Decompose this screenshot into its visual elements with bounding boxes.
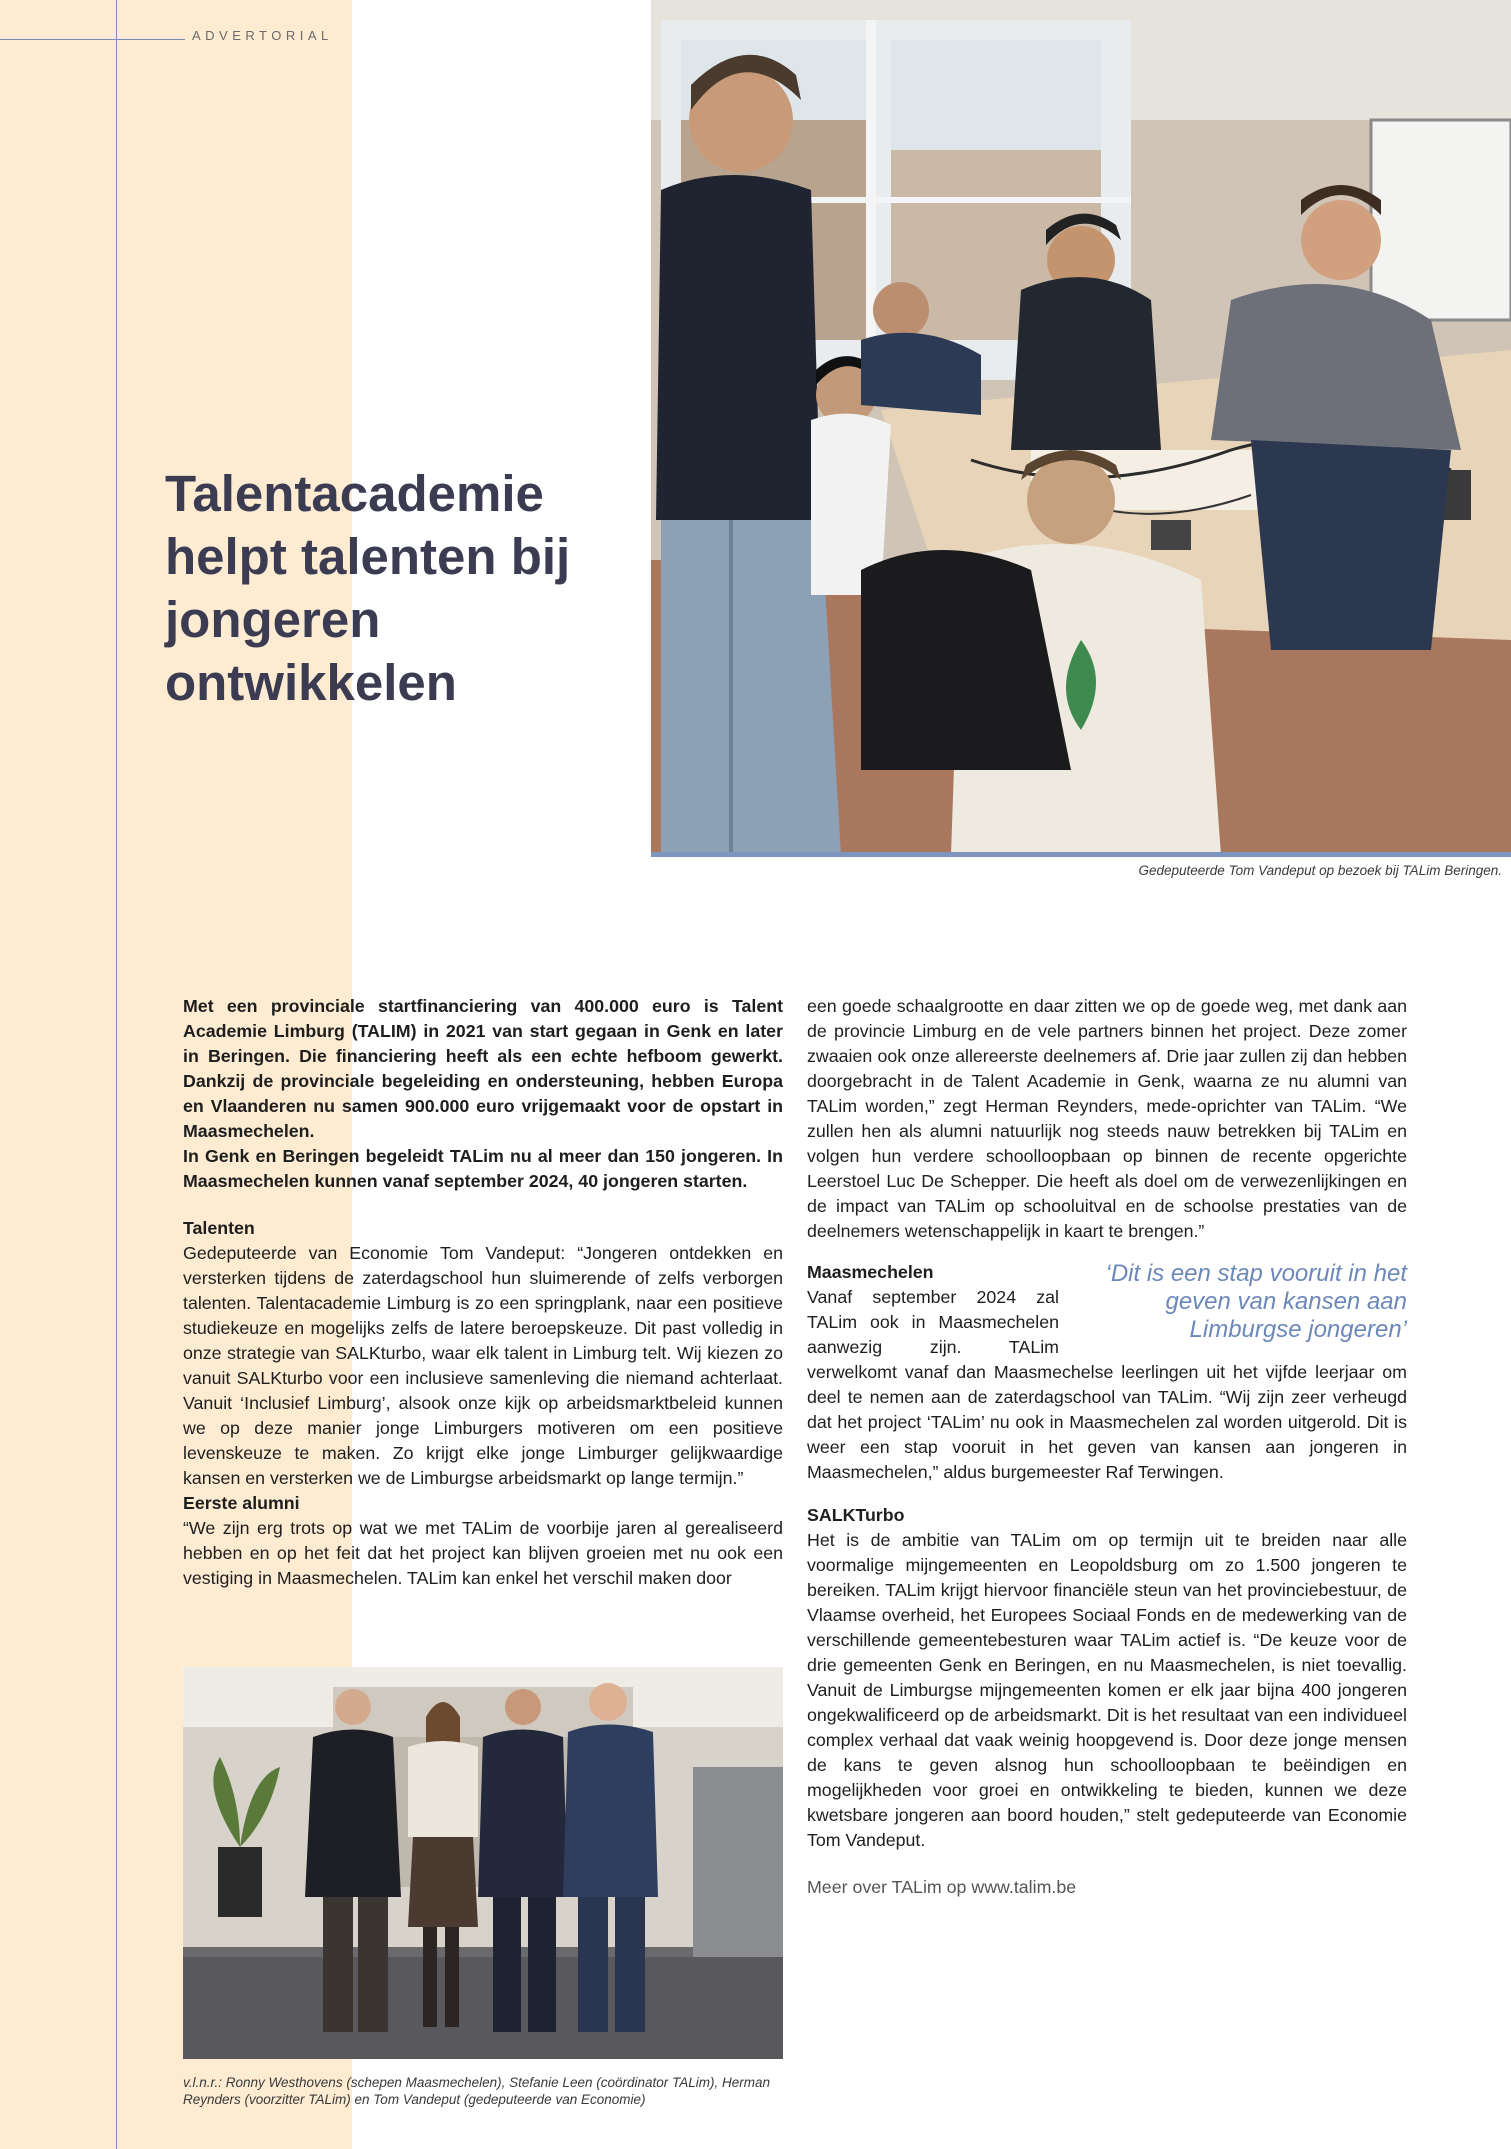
alumni-text-part1: “We zijn erg trots op wat we met TALim de voorbije jaren al gerealiseerd hebben en op het feit dat het project kan blijven groeien met nu ook een vestiging in Maasmechelen. TALim kan enkel het verschil maken door bbox=[183, 1518, 783, 1588]
intro-paragraph-1: Met een provinciale startfinanciering van 400.000 euro is Talent Academie Limburg (TALIM) in 2021 van start gegaan in Genk en later in Beringen. Die financiering heeft als een echte hefboom gewerkt. Dankzij de provinciale begeleiding en ondersteuning, hebben Europa en Vlaanderen nu samen 900.000 euro vrijgemaakt voor de opstart in Maasmechelen. bbox=[183, 996, 783, 1141]
section-heading-eerste-alumni: Eerste alumni bbox=[183, 1493, 300, 1513]
pull-quote: ‘Dit is een stap vooruit in het geven van kansen aan Limburgse jongeren’ bbox=[1105, 1260, 1407, 1343]
intro-paragraph-2: In Genk en Beringen begeleidt TALim nu al meer dan 150 jongeren. In Maasmechelen kunnen vanaf september 2024, 40 jongeren starten. bbox=[183, 1146, 783, 1191]
section-heading-talenten: Talenten bbox=[183, 1218, 255, 1238]
section-heading-maasmechelen: Maasmechelen bbox=[807, 1262, 934, 1282]
article-column-left bbox=[183, 994, 783, 1591]
section-heading-salkturbo: SALKTurbo bbox=[807, 1505, 905, 1525]
more-info-link[interactable]: Meer over TALim op www.talim.be bbox=[807, 1877, 1077, 1897]
group-photo-caption: v.l.n.r.: Ronny Westhovens (schepen Maasmechelen), Stefanie Leen (coördinator TALim), Herman Reynders (voorzitter TALim) en Tom Vandeput (gedeputeerde van Economie) bbox=[183, 2075, 771, 2107]
photo-caption: Gedeputeerde Tom Vandeput op bezoek bij TALim Beringen. bbox=[1138, 863, 1502, 878]
group-photo-illustration bbox=[183, 1667, 783, 2059]
advertorial-label: ADVERTORIAL bbox=[192, 28, 333, 43]
maasmechelen-text: Vanaf september 2024 zal TALim ook in Maasmechelen aanwezig zijn. TALim verwelkomt vanaf dan Maasmechelse leerlingen uit het vijfde leerjaar om deel te nemen aan de zaterdagschool van TALim. “Wij zijn zeer verheugd dat het project ‘TALim’ nu ook in Maasmechelen zal worden uitgerold. Dit is weer een stap vooruit in het geven van kansen aan jongeren in Maasmechelen,” aldus burgemeester Raf Terwingen. bbox=[807, 1287, 1407, 1482]
margin-rule bbox=[116, 0, 117, 2149]
alumni-text-part2: een goede schaalgrootte en daar zitten we op de goede weg, met dank aan de provincie Limburg en de vele partners binnen het project. Deze zomer zwaaien ook onze allereerste deelnemers af. Drie jaar zullen zij dan hebben doorgebracht in de Talent Academie in Genk, waarna ze nu alumni van TALim worden,” zegt Herman Reynders, mede-oprichter van TALim. “We zullen hen als alumni natuurlijk nog steeds nauw betrekken bij TALim en volgen hun verdere schoolloopbaan op binnen de recente opgerichte Leerstoel Luc De Schepper. Die heeft als doel om de verwezenlijkingen en de impact van TALim op schooluitval en de schoolse prestaties van de deelnemers wetenschappelijk in kaart te brengen.” bbox=[807, 996, 1407, 1241]
workshop-photo-illustration bbox=[651, 0, 1511, 855]
salkturbo-text: Het is de ambitie van TALim om op termijn uit te breiden naar alle voormalige mijngemeenten en Leopoldsburg om zo 1.500 jongeren te bereiken. TALim krijgt hiervoor financiële steun van het provinciebestuur, de Vlaamse overheid, het Europees Sociaal Fonds en de medewerking van de verschillende gemeentebesturen waar TALim actief is. “De keuze voor de drie gemeenten Genk en Beringen, en nu Maasmechelen, is niet toevallig. Vanuit de Limburgse mijngemeenten komen er elk jaar bijna 400 jongeren ongekwalificeerd op de arbeidsmarkt. Dit is het resultaat van een individueel complex verhaal dat vaak weinig hoopgevend is. Door deze jonge mensen de kans te geven alsnog hun schoolloopbaan te beëindigen en mogelijkheden voor groei en ontwikkeling te bieden, kunnen we deze kwetsbare jongeren aan boord houden,” stelt gedeputeerde van Economie Tom Vandeput. bbox=[807, 1530, 1407, 1850]
group-photo bbox=[183, 1667, 783, 2059]
workshop-photo bbox=[651, 0, 1511, 855]
talenten-text: Gedeputeerde van Economie Tom Vandeput: “Jongeren ontdekken en versterken tijdens de zaterdagschool hun sluimerende of zelfs verborgen talenten. Talentacademie Limburg is zo een springplank, naar een positieve studiekeuze en mogelijks zelfs de latere beroepskeuze. Dit past volledig in onze strategie van SALKturbo, waar elk talent in Limburg telt. Wij kiezen zo vanuit SALKturbo voor een inclusieve samenleving die niemand achterlaat. Vanuit ‘Inclusief Limburg’, alsook onze kijk op arbeidsmarktbeleid kunnen we op deze manier jonge Limburgers motiveren om een positieve levenskeuze te maken. Zo krijgt elke jonge Limburger gelijkwaardige kansen en versterken we de Limburgse arbeidsmarkt op lange termijn.” bbox=[183, 1243, 783, 1488]
photo-underline bbox=[651, 852, 1511, 857]
header-rule bbox=[0, 39, 185, 40]
headline: Talentacademie helpt talenten bij jongeren ontwikkelen bbox=[165, 465, 571, 711]
article-column-right bbox=[807, 994, 1407, 1900]
